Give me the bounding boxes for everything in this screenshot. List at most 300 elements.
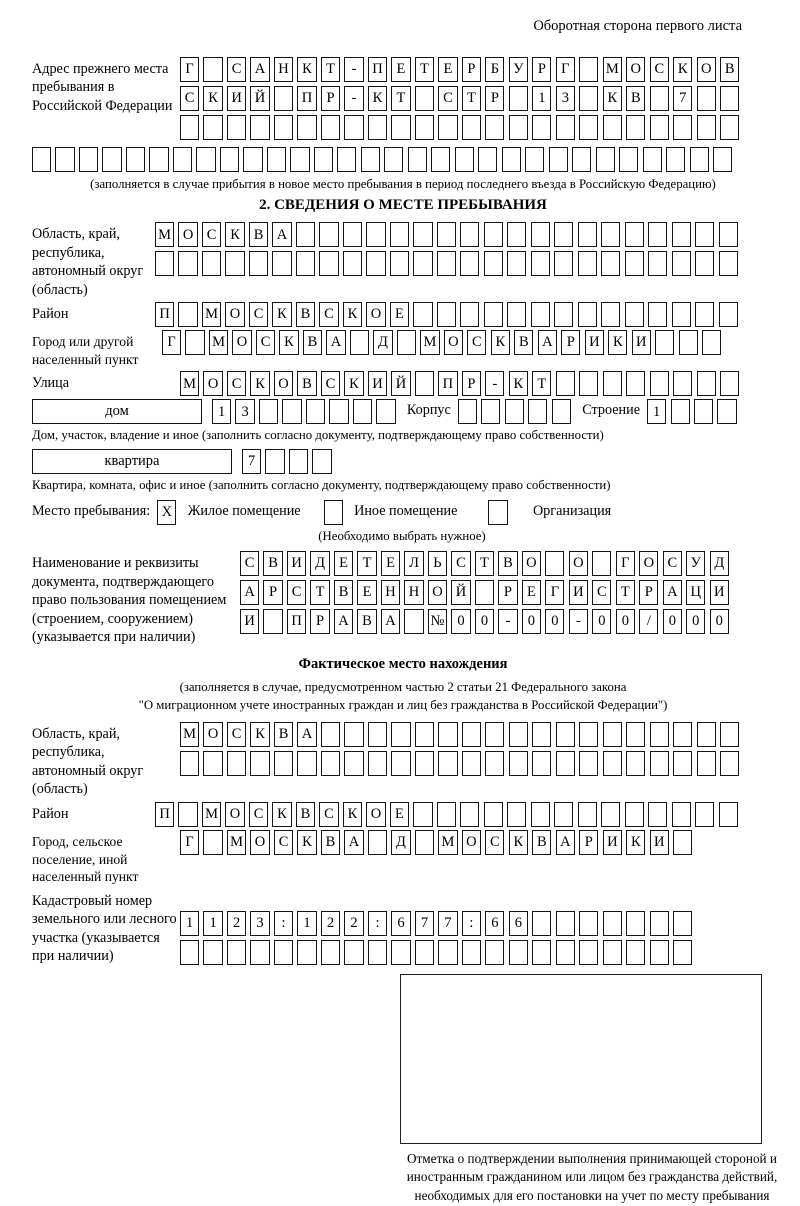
char-cell[interactable]	[509, 751, 528, 776]
char-cell[interactable]: В	[626, 86, 645, 111]
char-cell[interactable]: №	[428, 609, 447, 634]
char-cell[interactable]: С	[227, 722, 246, 747]
char-cell[interactable]: С	[180, 86, 199, 111]
char-cell[interactable]	[650, 940, 669, 965]
char-cell[interactable]	[720, 751, 739, 776]
char-cell[interactable]: В	[720, 57, 739, 82]
char-cell[interactable]	[549, 147, 568, 172]
char-cell[interactable]	[296, 251, 315, 276]
char-cell[interactable]	[319, 251, 338, 276]
char-cell[interactable]: Е	[522, 580, 541, 605]
char-cell[interactable]	[437, 251, 456, 276]
char-cell[interactable]	[603, 115, 622, 140]
char-cell[interactable]	[697, 371, 716, 396]
char-cell[interactable]: О	[225, 302, 244, 327]
char-cell[interactable]	[344, 115, 363, 140]
char-cell[interactable]	[596, 147, 615, 172]
char-cell[interactable]	[672, 802, 691, 827]
char-cell[interactable]	[603, 911, 622, 936]
char-cell[interactable]	[343, 251, 362, 276]
char-cell[interactable]	[695, 802, 714, 827]
char-cell[interactable]	[603, 722, 622, 747]
char-cell[interactable]	[250, 940, 269, 965]
char-cell[interactable]	[556, 115, 575, 140]
char-cell[interactable]: О	[225, 802, 244, 827]
char-cell[interactable]	[413, 222, 432, 247]
char-cell[interactable]	[720, 86, 739, 111]
char-cell[interactable]	[673, 830, 692, 855]
stay-type-other-checkbox[interactable]	[324, 500, 347, 525]
char-cell[interactable]: К	[272, 802, 291, 827]
char-cell[interactable]	[601, 802, 620, 827]
char-cell[interactable]	[625, 802, 644, 827]
char-cell[interactable]: Р	[579, 830, 598, 855]
char-cell[interactable]: -	[344, 86, 363, 111]
char-cell[interactable]: С	[240, 551, 259, 576]
char-cell[interactable]	[626, 911, 645, 936]
char-cell[interactable]: И	[632, 330, 651, 355]
char-cell[interactable]	[625, 222, 644, 247]
char-cell[interactable]	[368, 830, 387, 855]
char-cell[interactable]: М	[603, 57, 622, 82]
char-cell[interactable]	[484, 222, 503, 247]
char-cell[interactable]	[274, 86, 293, 111]
char-cell[interactable]	[579, 57, 598, 82]
char-cell[interactable]	[353, 399, 372, 424]
char-cell[interactable]	[220, 147, 239, 172]
char-cell[interactable]: С	[249, 802, 268, 827]
char-cell[interactable]	[592, 551, 611, 576]
char-cell[interactable]	[185, 330, 204, 355]
char-cell[interactable]	[488, 500, 507, 525]
char-cell[interactable]	[702, 330, 721, 355]
char-cell[interactable]	[249, 251, 268, 276]
char-cell[interactable]: 2	[321, 911, 340, 936]
char-cell[interactable]	[462, 751, 481, 776]
char-cell[interactable]: С	[485, 830, 504, 855]
char-cell[interactable]	[390, 222, 409, 247]
char-cell[interactable]	[626, 751, 645, 776]
char-cell[interactable]: Г	[556, 57, 575, 82]
char-cell[interactable]	[274, 940, 293, 965]
char-cell[interactable]	[274, 751, 293, 776]
char-cell[interactable]	[344, 940, 363, 965]
char-cell[interactable]	[554, 302, 573, 327]
char-cell[interactable]	[648, 251, 667, 276]
char-cell[interactable]	[460, 222, 479, 247]
char-cell[interactable]	[250, 751, 269, 776]
char-cell[interactable]	[460, 802, 479, 827]
char-cell[interactable]: 0	[663, 609, 682, 634]
char-cell[interactable]: С	[249, 302, 268, 327]
char-cell[interactable]	[720, 722, 739, 747]
char-cell[interactable]	[579, 911, 598, 936]
char-cell[interactable]	[556, 371, 575, 396]
char-cell[interactable]: :	[274, 911, 293, 936]
char-cell[interactable]	[532, 751, 551, 776]
char-cell[interactable]	[462, 115, 481, 140]
char-cell[interactable]: П	[297, 86, 316, 111]
char-cell[interactable]: Р	[639, 580, 658, 605]
char-cell[interactable]	[321, 115, 340, 140]
char-cell[interactable]	[321, 751, 340, 776]
char-cell[interactable]: А	[556, 830, 575, 855]
char-cell[interactable]: 3	[250, 911, 269, 936]
char-cell[interactable]	[572, 147, 591, 172]
char-cell[interactable]: И	[287, 551, 306, 576]
char-cell[interactable]: 0	[616, 609, 635, 634]
char-cell[interactable]	[626, 371, 645, 396]
char-cell[interactable]: 3	[235, 399, 254, 424]
char-cell[interactable]	[673, 722, 692, 747]
char-cell[interactable]	[55, 147, 74, 172]
char-cell[interactable]: К	[343, 302, 362, 327]
char-cell[interactable]	[413, 251, 432, 276]
char-cell[interactable]	[650, 115, 669, 140]
char-cell[interactable]	[532, 911, 551, 936]
char-cell[interactable]: 2	[227, 911, 246, 936]
char-cell[interactable]	[297, 940, 316, 965]
char-cell[interactable]	[719, 802, 738, 827]
char-cell[interactable]	[509, 722, 528, 747]
char-cell[interactable]	[603, 751, 622, 776]
char-cell[interactable]	[344, 722, 363, 747]
char-cell[interactable]: К	[509, 371, 528, 396]
char-cell[interactable]	[485, 115, 504, 140]
char-cell[interactable]: Р	[263, 580, 282, 605]
char-cell[interactable]	[180, 115, 199, 140]
char-cell[interactable]	[509, 940, 528, 965]
char-cell[interactable]	[554, 802, 573, 827]
char-cell[interactable]: О	[462, 830, 481, 855]
char-cell[interactable]: М	[227, 830, 246, 855]
char-cell[interactable]	[713, 147, 732, 172]
char-cell[interactable]	[321, 940, 340, 965]
char-cell[interactable]	[437, 222, 456, 247]
char-cell[interactable]: 1	[212, 399, 231, 424]
char-cell[interactable]: Р	[310, 609, 329, 634]
char-cell[interactable]: Й	[250, 86, 269, 111]
char-cell[interactable]: О	[366, 802, 385, 827]
char-cell[interactable]: 7	[242, 449, 261, 474]
char-cell[interactable]: М	[420, 330, 439, 355]
stay-type-residential-checkbox[interactable]	[157, 500, 180, 525]
char-cell[interactable]	[626, 115, 645, 140]
char-cell[interactable]	[366, 222, 385, 247]
char-cell[interactable]	[507, 802, 526, 827]
char-cell[interactable]: П	[368, 57, 387, 82]
char-cell[interactable]	[578, 251, 597, 276]
char-cell[interactable]	[462, 722, 481, 747]
char-cell[interactable]: С	[467, 330, 486, 355]
char-cell[interactable]	[717, 399, 736, 424]
char-cell[interactable]	[579, 115, 598, 140]
char-cell[interactable]	[672, 222, 691, 247]
char-cell[interactable]	[390, 251, 409, 276]
char-cell[interactable]: П	[155, 302, 174, 327]
char-cell[interactable]	[259, 399, 278, 424]
char-cell[interactable]: М	[180, 371, 199, 396]
char-cell[interactable]	[438, 722, 457, 747]
char-cell[interactable]: П	[155, 802, 174, 827]
char-cell[interactable]: 0	[451, 609, 470, 634]
char-cell[interactable]: А	[297, 722, 316, 747]
char-cell[interactable]	[267, 147, 286, 172]
char-cell[interactable]: В	[498, 551, 517, 576]
char-cell[interactable]	[579, 722, 598, 747]
char-cell[interactable]: У	[509, 57, 528, 82]
char-cell[interactable]	[274, 115, 293, 140]
char-cell[interactable]: О	[697, 57, 716, 82]
char-cell[interactable]: А	[538, 330, 557, 355]
char-cell[interactable]: И	[585, 330, 604, 355]
char-cell[interactable]	[290, 147, 309, 172]
char-cell[interactable]	[502, 147, 521, 172]
char-cell[interactable]	[532, 722, 551, 747]
char-cell[interactable]	[376, 399, 395, 424]
char-cell[interactable]: Е	[357, 580, 376, 605]
char-cell[interactable]: С	[663, 551, 682, 576]
char-cell[interactable]: Д	[373, 330, 392, 355]
char-cell[interactable]	[102, 147, 121, 172]
char-cell[interactable]	[368, 115, 387, 140]
char-cell[interactable]: Е	[390, 802, 409, 827]
char-cell[interactable]: К	[344, 371, 363, 396]
char-cell[interactable]	[203, 57, 222, 82]
char-cell[interactable]	[650, 751, 669, 776]
char-cell[interactable]: К	[603, 86, 622, 111]
char-cell[interactable]: О	[274, 371, 293, 396]
char-cell[interactable]: О	[639, 551, 658, 576]
char-cell[interactable]	[603, 940, 622, 965]
char-cell[interactable]: Ь	[428, 551, 447, 576]
char-cell[interactable]	[507, 251, 526, 276]
char-cell[interactable]: 7	[673, 86, 692, 111]
char-cell[interactable]: 0	[592, 609, 611, 634]
char-cell[interactable]	[203, 830, 222, 855]
char-cell[interactable]	[666, 147, 685, 172]
char-cell[interactable]	[625, 302, 644, 327]
char-cell[interactable]	[178, 251, 197, 276]
char-cell[interactable]	[554, 251, 573, 276]
char-cell[interactable]	[650, 86, 669, 111]
char-cell[interactable]	[196, 147, 215, 172]
char-cell[interactable]	[314, 147, 333, 172]
char-cell[interactable]	[509, 115, 528, 140]
char-cell[interactable]	[484, 802, 503, 827]
char-cell[interactable]: О	[178, 222, 197, 247]
char-cell[interactable]: С	[274, 830, 293, 855]
char-cell[interactable]: К	[272, 302, 291, 327]
char-cell[interactable]	[32, 147, 51, 172]
char-cell[interactable]: К	[297, 57, 316, 82]
char-cell[interactable]: 1	[180, 911, 199, 936]
char-cell[interactable]	[671, 399, 690, 424]
char-cell[interactable]: Е	[334, 551, 353, 576]
char-cell[interactable]	[337, 147, 356, 172]
char-cell[interactable]	[673, 115, 692, 140]
char-cell[interactable]	[415, 722, 434, 747]
char-cell[interactable]: В	[321, 830, 340, 855]
char-cell[interactable]: 1	[532, 86, 551, 111]
char-cell[interactable]: М	[209, 330, 228, 355]
char-cell[interactable]: С	[202, 222, 221, 247]
char-cell[interactable]	[413, 802, 432, 827]
char-cell[interactable]	[437, 302, 456, 327]
char-cell[interactable]	[579, 371, 598, 396]
char-cell[interactable]	[79, 147, 98, 172]
char-cell[interactable]: -	[569, 609, 588, 634]
char-cell[interactable]: Т	[616, 580, 635, 605]
char-cell[interactable]: Г	[180, 57, 199, 82]
char-cell[interactable]: В	[334, 580, 353, 605]
char-cell[interactable]	[655, 330, 674, 355]
char-cell[interactable]	[578, 802, 597, 827]
char-cell[interactable]: С	[319, 302, 338, 327]
char-cell[interactable]: О	[428, 580, 447, 605]
char-cell[interactable]: К	[250, 722, 269, 747]
char-cell[interactable]: С	[256, 330, 275, 355]
char-cell[interactable]	[203, 940, 222, 965]
char-cell[interactable]: К	[626, 830, 645, 855]
char-cell[interactable]	[694, 399, 713, 424]
char-cell[interactable]: Т	[462, 86, 481, 111]
char-cell[interactable]	[460, 251, 479, 276]
char-cell[interactable]	[202, 251, 221, 276]
char-cell[interactable]	[225, 251, 244, 276]
char-cell[interactable]: Е	[438, 57, 457, 82]
char-cell[interactable]: 1	[297, 911, 316, 936]
char-cell[interactable]	[695, 302, 714, 327]
char-cell[interactable]	[485, 722, 504, 747]
char-cell[interactable]: Е	[391, 57, 410, 82]
char-cell[interactable]: 7	[438, 911, 457, 936]
char-cell[interactable]	[578, 302, 597, 327]
char-cell[interactable]	[650, 911, 669, 936]
char-cell[interactable]: :	[462, 911, 481, 936]
char-cell[interactable]	[344, 751, 363, 776]
char-cell[interactable]	[227, 115, 246, 140]
char-cell[interactable]: С	[650, 57, 669, 82]
char-cell[interactable]	[321, 722, 340, 747]
char-cell[interactable]: У	[686, 551, 705, 576]
char-cell[interactable]	[250, 115, 269, 140]
char-cell[interactable]: И	[368, 371, 387, 396]
char-cell[interactable]	[531, 251, 550, 276]
char-cell[interactable]: Р	[485, 86, 504, 111]
char-cell[interactable]: Г	[180, 830, 199, 855]
char-cell[interactable]	[532, 940, 551, 965]
char-cell[interactable]: 6	[391, 911, 410, 936]
char-cell[interactable]	[673, 371, 692, 396]
char-cell[interactable]	[203, 115, 222, 140]
char-cell[interactable]: С	[319, 802, 338, 827]
char-cell[interactable]	[672, 251, 691, 276]
char-cell[interactable]: О	[366, 302, 385, 327]
char-cell[interactable]: Н	[404, 580, 423, 605]
char-cell[interactable]	[556, 751, 575, 776]
char-cell[interactable]: А	[344, 830, 363, 855]
char-cell[interactable]: Н	[274, 57, 293, 82]
char-cell[interactable]	[626, 722, 645, 747]
char-cell[interactable]	[397, 330, 416, 355]
char-cell[interactable]: В	[532, 830, 551, 855]
char-cell[interactable]: Е	[390, 302, 409, 327]
char-cell[interactable]: О	[569, 551, 588, 576]
char-cell[interactable]	[297, 115, 316, 140]
char-cell[interactable]: К	[343, 802, 362, 827]
char-cell[interactable]	[619, 147, 638, 172]
char-cell[interactable]	[455, 147, 474, 172]
char-cell[interactable]	[227, 940, 246, 965]
char-cell[interactable]	[719, 222, 738, 247]
char-cell[interactable]	[485, 940, 504, 965]
char-cell[interactable]	[626, 940, 645, 965]
char-cell[interactable]: М	[155, 222, 174, 247]
char-cell[interactable]	[625, 251, 644, 276]
char-cell[interactable]: К	[203, 86, 222, 111]
char-cell[interactable]	[672, 302, 691, 327]
char-cell[interactable]	[282, 399, 301, 424]
char-cell[interactable]	[263, 609, 282, 634]
char-cell[interactable]: Р	[498, 580, 517, 605]
char-cell[interactable]	[719, 251, 738, 276]
char-cell[interactable]	[437, 802, 456, 827]
char-cell[interactable]	[155, 251, 174, 276]
char-cell[interactable]	[149, 147, 168, 172]
char-cell[interactable]: 7	[415, 911, 434, 936]
char-cell[interactable]	[319, 222, 338, 247]
char-cell[interactable]: 0	[710, 609, 729, 634]
char-cell[interactable]	[484, 251, 503, 276]
char-cell[interactable]	[579, 86, 598, 111]
char-cell[interactable]	[579, 751, 598, 776]
char-cell[interactable]	[297, 751, 316, 776]
char-cell[interactable]	[601, 222, 620, 247]
char-cell[interactable]: /	[639, 609, 658, 634]
char-cell[interactable]	[243, 147, 262, 172]
char-cell[interactable]	[643, 147, 662, 172]
char-cell[interactable]	[289, 449, 308, 474]
char-cell[interactable]	[650, 722, 669, 747]
char-cell[interactable]: Т	[357, 551, 376, 576]
char-cell[interactable]	[556, 911, 575, 936]
char-cell[interactable]	[126, 147, 145, 172]
char-cell[interactable]	[173, 147, 192, 172]
char-cell[interactable]	[578, 222, 597, 247]
char-cell[interactable]	[415, 751, 434, 776]
char-cell[interactable]	[366, 251, 385, 276]
char-cell[interactable]	[690, 147, 709, 172]
char-cell[interactable]	[438, 751, 457, 776]
char-cell[interactable]	[415, 940, 434, 965]
char-cell[interactable]: К	[279, 330, 298, 355]
char-cell[interactable]	[697, 722, 716, 747]
char-cell[interactable]: Д	[391, 830, 410, 855]
char-cell[interactable]	[203, 751, 222, 776]
char-cell[interactable]	[554, 222, 573, 247]
char-cell[interactable]	[368, 940, 387, 965]
char-cell[interactable]: П	[287, 609, 306, 634]
char-cell[interactable]: Г	[162, 330, 181, 355]
char-cell[interactable]	[265, 449, 284, 474]
char-cell[interactable]	[408, 147, 427, 172]
char-cell[interactable]	[648, 302, 667, 327]
char-cell[interactable]	[415, 371, 434, 396]
char-cell[interactable]	[485, 751, 504, 776]
char-cell[interactable]: И	[569, 580, 588, 605]
char-cell[interactable]: Р	[321, 86, 340, 111]
